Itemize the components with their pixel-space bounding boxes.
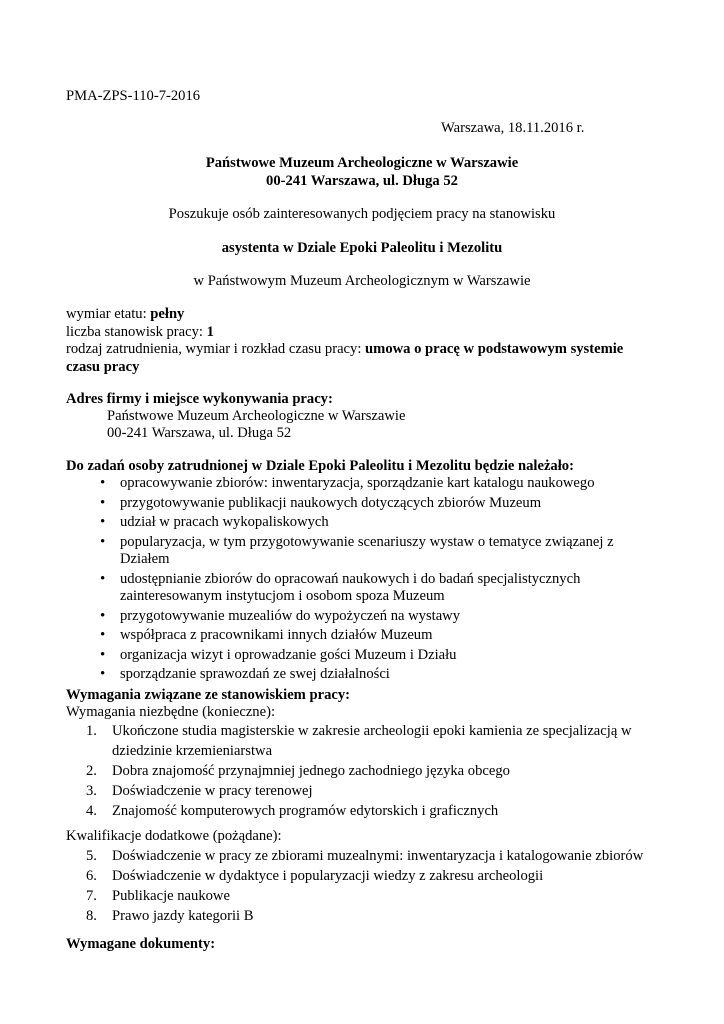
list-item: • udział w pracach wykopaliskowych [99, 514, 659, 532]
address-line-1: Państwowe Muzeum Archeologiczne w Warszawie [107, 408, 406, 424]
requirements-heading: Wymagania związane ze stanowiskiem pracy: [66, 687, 351, 703]
place-date: Warszawa, 18.11.2016 r. [441, 120, 585, 136]
list-item: 3. Doświadczenie w pracy terenowej [86, 783, 313, 799]
list-item: • przygotowywanie publikacji naukowych dotyczących zbiorów Muzeum [99, 495, 659, 513]
position-title: asystenta w Dziale Epoki Paleolitu i Mezolitu [221, 240, 503, 256]
list-item: 2. Dobra znajomość przynajmniej jednego zachodniego języka obcego [86, 763, 510, 779]
list-item: • udostępnianie zbiorów do opracowań naukowych i do badań specjalistycznych zainteresowanym instytucjom i osobom spoza Muzeum [99, 571, 659, 606]
list-item: • popularyzacja, w tym przygotowywanie scenariuszy wystaw o tematyce związanej z Działem [99, 534, 659, 569]
document-reference: PMA-ZPS-110-7-2016 [66, 88, 201, 104]
list-item: • sporządzanie sprawozdań ze swej działalności [99, 666, 659, 684]
list-item: • opracowywanie zbiorów: inwentaryzacja, sporządzanie kart katalogu naukowego [99, 475, 659, 493]
optional-list [86, 846, 656, 926]
list-item: • przygotowywanie muzealiów do wypożyczeń na wystawy [99, 608, 659, 626]
address-line-2: 00-241 Warszawa, ul. Długa 52 [107, 425, 292, 441]
list-item: • współpraca z pracownikami innych działów Muzeum [99, 627, 659, 645]
optional-label: Kwalifikacje dodatkowe (pożądane): [66, 828, 282, 844]
documents-heading: Wymagane dokumenty: [66, 936, 216, 952]
employment-type-line: rodzaj zatrudnienia, wymiar i rozkład czasu pracy: umowa o pracę w podstawowym systemie [66, 341, 624, 357]
organization-name: Państwowe Muzeum Archeologiczne w Warszawie [205, 155, 519, 171]
etat-line: wymiar etatu: pełny [66, 306, 185, 322]
location-line: w Państwowym Muzeum Archeologicznym w Warszawie [193, 273, 531, 289]
employment-details [66, 306, 666, 376]
required-list [86, 721, 656, 821]
list-item: 7. Publikacje naukowe [86, 888, 230, 904]
duties-list [99, 475, 659, 684]
intro-text: Poszukuje osób zainteresowanych podjęciem pracy na stanowisku [168, 206, 556, 222]
organization-address: 00-241 Warszawa, ul. Długa 52 [266, 173, 458, 189]
list-item: 5. Doświadczenie w pracy ze zbiorami muzealnymi: inwentaryzacja i katalogowanie zbiorów [86, 848, 644, 864]
employment-type-continuation: czasu pracy [66, 358, 140, 375]
address-heading: Adres firmy i miejsce wykonywania pracy: [66, 391, 333, 407]
list-item: • organizacja wizyt i oprowadzanie gości Muzeum i Działu [99, 647, 659, 665]
list-item: 1. Ukończone studia magisterskie w zakresie archeologii epoki kamienia ze specjalizacją w dziedzinie krzemieniarstwa [86, 723, 632, 759]
duties-heading: Do zadań osoby zatrudnionej w Dziale Epoki Paleolitu i Mezolitu będzie należało: [66, 458, 574, 474]
list-item: 8. Prawo jazdy kategorii B [86, 908, 254, 924]
required-label: Wymagania niezbędne (konieczne): [66, 704, 276, 720]
list-item: 4. Znajomość komputerowych programów edytorskich i graficznych [86, 803, 499, 819]
list-item: 6. Doświadczenie w dydaktyce i popularyzacji wiedzy z zakresu archeologii [86, 868, 544, 884]
count-line: liczba stanowisk pracy: 1 [66, 323, 214, 340]
